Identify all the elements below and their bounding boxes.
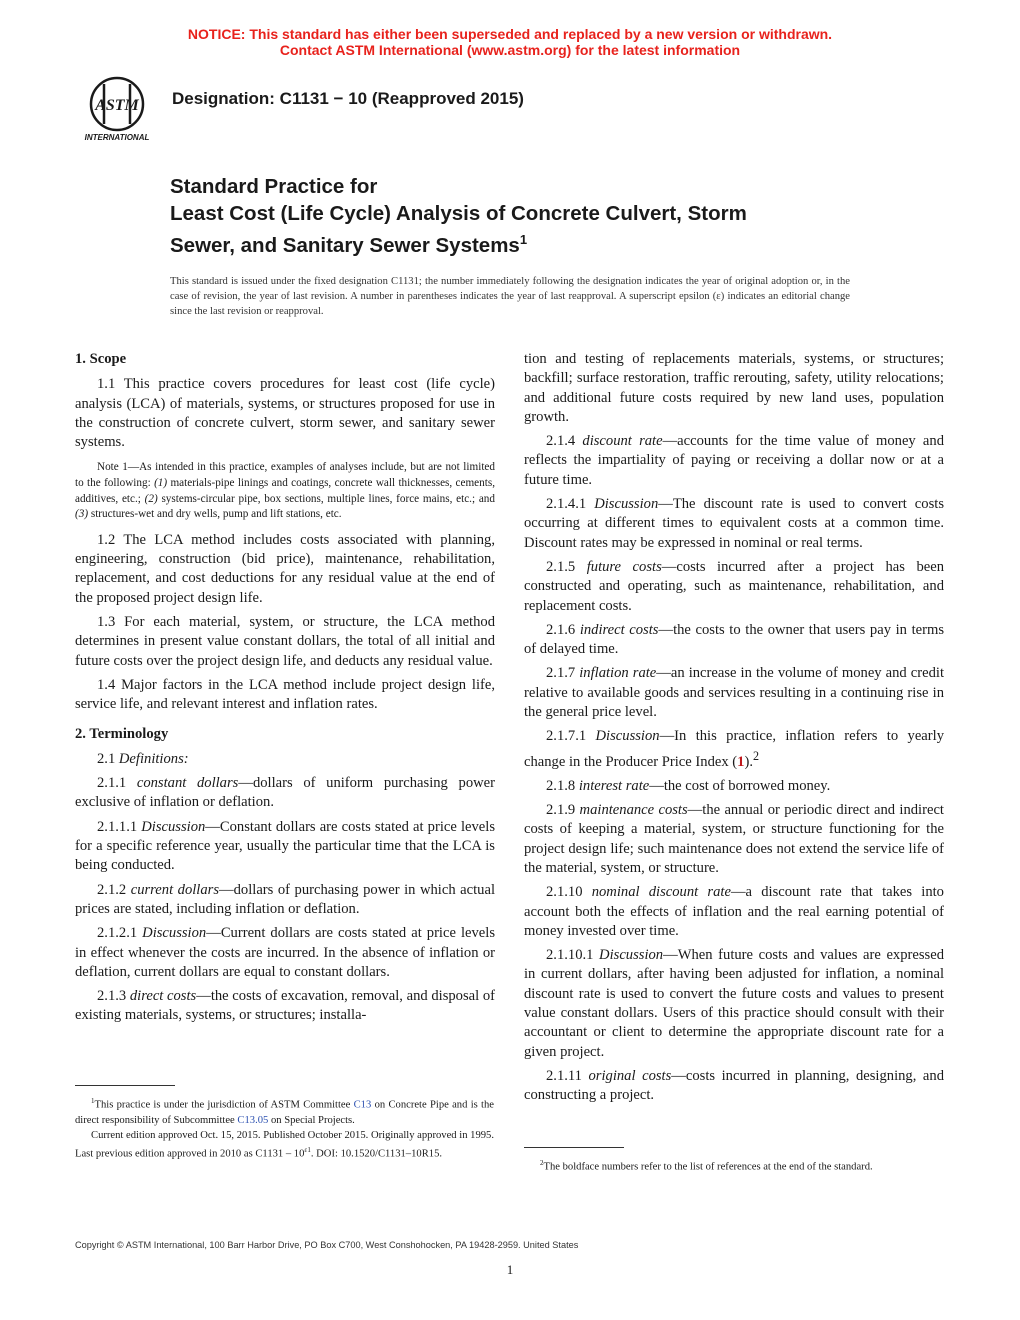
scope-heading: 1. Scope	[75, 351, 127, 367]
committee-link-c13[interactable]: C13	[353, 1099, 372, 1111]
footnote-rule-right	[524, 1147, 624, 1148]
para-2-1-9: 2.1.9 maintenance costs—the annual or periodic direct and indirect costs of keeping a material, system, or structure functioning for the project design life; such maintenance does not extend the service life of the material, system, or structure.	[524, 802, 944, 876]
footnote-2: $^2$The boldface numbers refer to the list of references at the end of the standard.	[540, 1159, 873, 1173]
reference-link-1[interactable]: 1	[737, 753, 745, 770]
para-2-1-10-1: 2.1.10.1 Discussion—When future costs and values are expressed in current dollars, after having been adjusted for inflation, a nominal discount rate is used to convert the future costs and values to present value constant dollars. Users of this practice should consult with their accountant or client to determine the appropriate discount rate for a given project.	[524, 947, 944, 1060]
page-number: 1	[506, 1262, 514, 1277]
para-2-1-4: 2.1.4 discount rate—accounts for the time value of money and reflects the impartiality of paying or receiving a dollar now or at a future time.	[524, 433, 944, 488]
copyright-line: Copyright © ASTM International, 100 Barr Harbor Drive, PO Box C700, West Conshohocken, PA 19428-2959. United States	[75, 1240, 579, 1250]
para-1-2: 1.2 The LCA method includes costs associated with planning, engineering, construction (bid price), maintenance, rehabilitation, replacement, and cost deductions for any residual value at the end of the proposed project design life.	[75, 531, 495, 606]
note-1: Note 1—As intended in this practice, examples of analyses include, but are not limited to the following: (1) materials-pipe linings and coatings, concrete wall thicknesses, cements, additives, etc.; (2) systems-circular pipe, box sections, multiple lines, force mains, etc.; and (3) structures-wet and dry wells, pump and lift stations, etc.	[75, 461, 496, 521]
footnote-rule-left	[75, 1085, 175, 1086]
logo-text: ASTM	[95, 97, 139, 114]
para-2-1-7-1: 2.1.7.1 Discussion—In this practice, inflation refers to yearly change in the Producer Price Index (1).$^2$	[524, 728, 944, 770]
para-2-1-2-1: 2.1.2.1 Discussion—Current dollars are costs stated at price levels in effect whenever the costs are incurred. In the absence of inflation or deflation, current dollars are equal to constant dollars.	[75, 925, 496, 980]
astm-logo-icon	[74, 74, 160, 144]
notice-line-2: Contact ASTM International (www.astm.org) for the latest information	[279, 42, 741, 58]
para-2-1: 2.1 Definitions:	[97, 750, 189, 767]
para-2-1-11: 2.1.11 original costs—costs incurred in planning, designing, and constructing a project.	[524, 1067, 944, 1104]
title-line-3: Sewer, and Sanitary Sewer Systems$^1$	[170, 232, 528, 257]
terminology-heading: 2. Terminology	[75, 725, 169, 742]
para-2-1-3-cont: tion and testing of replacements materials, systems, or structures; backfill; surface restoration, traffic rerouting, safety, utility relocations; and additional future costs required by new land uses, population growth.	[524, 351, 944, 425]
para-2-1-3: 2.1.3 direct costs—the costs of excavation, removal, and disposal of existing materials, systems, or structures; installa-	[75, 988, 496, 1024]
astm-logo	[74, 74, 160, 144]
para-2-1-4-1: 2.1.4.1 Discussion—The discount rate is used to convert costs occurring at different times to equivalent costs at a common time. Discount rates may be expressed in nominal or real terms.	[524, 496, 944, 551]
para-1-1: 1.1 This practice covers procedures for least cost (life cycle) analysis (LCA) of materials, systems, or structures proposed for use in the construction of concrete culvert, storm sewer, and sanitary sewer systems.	[75, 376, 495, 451]
para-1-3: 1.3 For each material, system, or structure, the LCA method determines in present value constant dollars, the total of all initial and future costs over the project design life, and deducts any residual value.	[75, 614, 495, 669]
right-column	[524, 350, 944, 1111]
para-2-1-1: 2.1.1 constant dollars—dollars of uniform purchasing power exclusive of inflation or deflation.	[75, 775, 495, 811]
title-footnote-mark: 1	[519, 232, 528, 247]
para-2-1-6: 2.1.6 indirect costs—the costs to the owner that users pay in terms of delayed time.	[524, 621, 944, 658]
title-line-2: Least Cost (Life Cycle) Analysis of Concrete Culvert, Storm	[170, 201, 747, 225]
subcommittee-link-c13-05[interactable]: C13.05	[237, 1114, 269, 1126]
left-column	[75, 350, 495, 1031]
footnote-mark-2: 2	[752, 748, 760, 763]
logo-subtext: INTERNATIONAL	[84, 133, 150, 142]
title-line-1: Standard Practice for	[170, 175, 378, 198]
notice-line-1: NOTICE: This standard has either been superseded and replaced by a new version or withdrawn.	[187, 26, 833, 42]
designation: Designation: C1131 − 10 (Reapproved 2015)	[172, 89, 524, 108]
para-2-1-1-1: 2.1.1.1 Discussion—Constant dollars are costs stated at price levels for a specific reference year, usually the particular time that the LCA is being conducted.	[75, 818, 495, 874]
document-title	[170, 174, 930, 259]
para-2-1-7: 2.1.7 inflation rate—an increase in the volume of money and credit relative to available goods and services resulting in a continuing rise in the general price level.	[524, 665, 944, 721]
footnote-1: $^1$This practice is under the jurisdiction of ASTM Committee C13 on Concrete Pipe and is the direct responsibility of Subcommittee C13.05 on Special Projects. Current edition approved Oct. 15, 2015. Published October 2015. Originally approved in 1995. Last previous edition approved in 2010 as $C1131 - 10^{\varepsilon 1}$. DOI: 10.1520/C1131–10R15.	[75, 1097, 494, 1160]
para-2-1-8: 2.1.8 interest rate—the cost of borrowed money.	[546, 777, 831, 794]
para-2-1-5: 2.1.5 future costs—costs incurred after a project has been constructed and operating, such as maintenance, rehabilitation, and replacement costs.	[524, 558, 944, 614]
para-1-4: 1.4 Major factors in the LCA method include project design life, service life, and relevant interest and inflation rates.	[75, 676, 495, 713]
issued-statement: This standard is issued under the fixed designation C1131; the number immediately following the designation indicates the year of original adoption or, in the case of revision, the year of last revision. A number in parentheses indicates the year of last reapproval. A superscript epsilon (ε) indicates an editorial change since the last revision or reapproval.	[170, 276, 850, 317]
para-2-1-2: 2.1.2 current dollars—dollars of purchasing power in which actual prices are stated, including inflation or deflation.	[75, 881, 495, 917]
para-2-1-10: 2.1.10 nominal discount rate—a discount rate that takes into account both the effects of inflation and the real earning potential of money invested over time.	[524, 884, 944, 939]
withdrawal-notice	[0, 26, 1020, 58]
